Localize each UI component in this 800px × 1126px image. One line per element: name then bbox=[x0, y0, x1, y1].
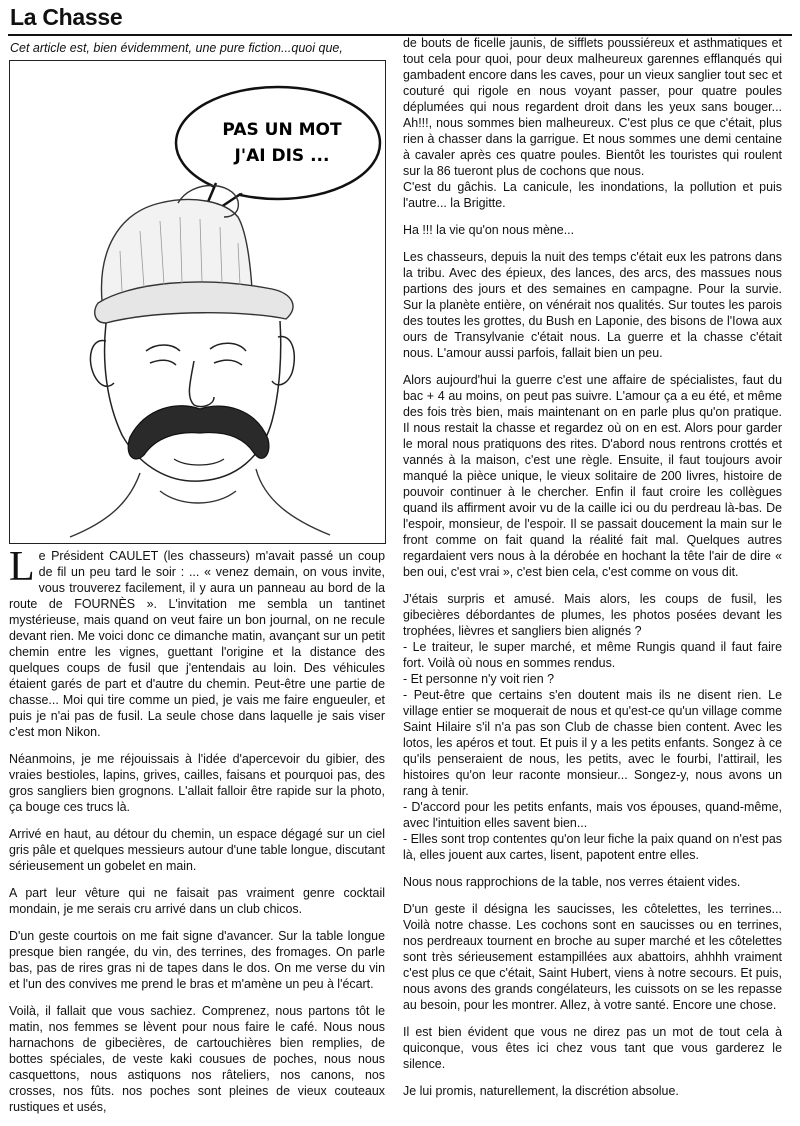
paragraph-text: e Président CAULET (les chasseurs) m'avait passé un coup de fil un peu tard le soir : ... « venez demain, on vous invite, vous trouverez facilement, il y aura un panneau au bord de la route de FOURNÈS ». L'invitation me sembla un tantinet mystérieuse, mais quand on veut faire un bon journal, on ne recule devant rien. Me voici donc ce dimanche matin, avançant sur un petit chemin entre les vignes, guettant l'origine et la distance des quelques coups de fusil que j'entendais au loin. Des véhicules étaient garés de part et d'autre du chemin. Peut-être une partie de chasse... Moi qui tire comme un pied, je vais me faire engueuler, et puis je n'ai pas de fusil. La seule chose dans laquelle je sais viser c'est mon Nikon. bbox=[9, 549, 385, 739]
paragraph: Je lui promis, naturellement, la discrétion absolue. bbox=[403, 1084, 679, 1098]
paragraph: A part leur vêture qui ne faisait pas vraiment genre cocktail mondain, je me serais cru arrivé dans un club chicos. bbox=[9, 886, 385, 916]
dialogue-line: - Et personne n'y voit rien ? bbox=[403, 672, 555, 686]
paragraph: Ha !!! la vie qu'on nous mène... bbox=[403, 223, 575, 237]
paragraph: Nous nous rapprochions de la table, nos verres étaient vides. bbox=[403, 875, 741, 889]
shoulders bbox=[70, 469, 330, 537]
lead-text: Cet article est, bien évidemment, une pure fiction...quoi que, bbox=[10, 41, 343, 55]
paragraph bbox=[9, 544, 385, 740]
paragraph: de bouts de ficelle jaunis, de sifflets poussiéreux et asthmatiques et tout cela pour quoi, pour deux malheureux garennes efflanqués qui gambadent encore dans les caves, pour un vieux sanglier tout sec et couturé qui rigole en nous voyant passer, pour quatre poules déplumées qui nous regardent droit dans les yeux sans bouger... Ah!!!, nous sommes bien malheureux. C'est plus ce que c'était, plus rien à chasser dans la garrigue. Et nous sommes une demi centaine à cavaler après ces quatre poules. Bientôt les touristes qui roulent sur la 86 tueront plus de cochons que nous. bbox=[403, 36, 782, 178]
dialogue-line: - D'accord pour les petits enfants, mais vos épouses, quand-même, avec l'intuition elles savent bien... bbox=[403, 800, 782, 830]
article-title: La Chasse bbox=[10, 4, 123, 30]
paragraph: Néanmoins, je me réjouissais à l'idée d'apercevoir du gibier, des vraies bestioles, lapins, grives, cailles, faisans et pourquoi pas, des gros sangliers bien grognons. L'allait falloir être rapide sur la photo, ça bouge ces trucs là. bbox=[9, 752, 385, 814]
paragraph: Alors aujourd'hui la guerre c'est une affaire de spécialistes, faut du bac + 4 au moins, on peut pas suivre. L'amour ça a eu été, et même des fois très bien, mais maintenant on en parle plus qu'on pratique. Il nous restait la chasse et regardez où on en est. Alors pour garder le moral nous pratiquons des rites. D'abord nous rentrons crottés et vannés à la maison, c'est une règle. Ensuite, il faut toujours avoir manqué la pièce unique, le vieux solitaire de 200 livres, histoire de pouvoir continuer à le chercher. Enfin il faut croire les collègues quand ils affirment avoir vu de la caille ici ou du perdreau là-bas. De l'espoir, monsieur, de l'espoir. Il se passait doucement la main sur le front comme on fait quand la réalité fait mal. Quelques autres regardaient vers nous à la dérobée en hochant la tête l'air de dire « ben oui, c'est vrai », c'est bien cela, c'est comme on vous dit. bbox=[403, 373, 782, 579]
cartoon-illustration bbox=[9, 60, 386, 544]
drop-cap: L bbox=[9, 544, 35, 590]
dialogue-line: - Le traiteur, le super marché, et même Rungis quand il faut faire fort. Voilà où nous en sommes rendus. bbox=[403, 640, 782, 670]
paragraph: D'un geste courtois on me fait signe d'avancer. Sur la table longue presque bien rangée, du vin, des terrines, des fromages. On parle bas, pas de rires gras ni de tapes dans le dos. On me verse du vin et l'un des convives me prend le bras et m'amène un peu à l'écart. bbox=[9, 929, 385, 991]
hunter-caricature-drawing bbox=[10, 61, 386, 544]
paragraph: Il est bien évident que vous ne direz pas un mot de tout cela à quiconque, vous êtes ici chez vous tant que vous garderez le silence. bbox=[403, 1025, 782, 1071]
cap bbox=[95, 186, 293, 324]
moustache bbox=[128, 406, 269, 459]
paragraph: C'est du gâchis. La canicule, les inondations, la pollution et puis l'autre... la Brigitte. bbox=[403, 180, 782, 210]
paragraph: Les chasseurs, depuis la nuit des temps c'était eux les patrons dans la tribu. Avec des épieux, des lances, des arcs, des massues nous partions des jours et des semaines en campagne. Pour la survie. Sur la planète entière, on vénérait nos qualités. Sur toutes les parois des toutes les grottes, du Bush en Laponie, des bisons de l'Iowa aux ours de Transylvanie c'était nous. La guerre et la chasse c'était nous. L'amour aussi parfois, fallait bien un peu. bbox=[403, 250, 782, 360]
article-left-column bbox=[9, 544, 385, 1126]
paragraph: J'étais surpris et amusé. Mais alors, les coups de fusil, les gibecières débordantes de plumes, les photos posées devant les trophées, lièvres et sangliers bien alignés ? bbox=[403, 592, 782, 638]
dialogue-line: - Elles sont trop contentes qu'on leur fiche la paix quand on n'est pas là, elles jouent aux cartes, lisent, papotent entre elles. bbox=[403, 832, 782, 862]
paragraph: Arrivé en haut, au détour du chemin, un espace dégagé sur un ciel gris pâle et quelques messieurs autour d'une table longue, discutant sérieusement un gobelet en main. bbox=[9, 827, 385, 873]
dialogue-line: - Peut-être que certains s'en doutent mais ils ne disent rien. Le village entier se moquerait de nous et qu'est-ce qu'un village comme Saint Hilaire s'il n'a pas son Club de chasse bien content. Avec les lotos, les apéros et tout. Et puis il y a les petits enfants. Songez à ce qu'ils penseraient de nous, les petits, avec le fourbi, l'attirail, les histoires qu'on leur raconte monsieur... Songez-y, nous avons un rang à tenir. bbox=[403, 688, 782, 798]
article-right-column bbox=[403, 35, 782, 1110]
paragraph: D'un geste il désigna les saucisses, les côtelettes, les terrines... Voilà notre chasse. Les cochons sont en saucisses ou en terrines, nos perdreaux tournent en broche au super marché et les côtelettes sont très sérieusement estampillées aux abattoirs, ahhhh vraiment c'est plus ce que c'était, Saint Hubert, viens à notre secours. Et puis, nous avons des grands congélateurs, les cuissots on se les repasse au besoin, pour les montrer. Allez, à votre santé. Encore une chose. bbox=[403, 902, 782, 1012]
bubble-line-1: PAS UN MOT bbox=[222, 120, 342, 140]
bubble-line-2: J'AI DIS ... bbox=[234, 146, 330, 166]
paragraph: Voilà, il fallait que vous sachiez. Comprenez, nous partons tôt le matin, nos femmes se lèvent pour nous faire le café. Nous nous harnachons de gibecières, de cartouchières bien remplies, de bottes spéciales, de veste kaki cousues de poches, nous nous casquettons, nous astiquons nos râteliers, nos canons, nos crosses, nos fûts. nos poches sont pleines de vieux couteaux rustiques et usés, bbox=[9, 1004, 385, 1114]
